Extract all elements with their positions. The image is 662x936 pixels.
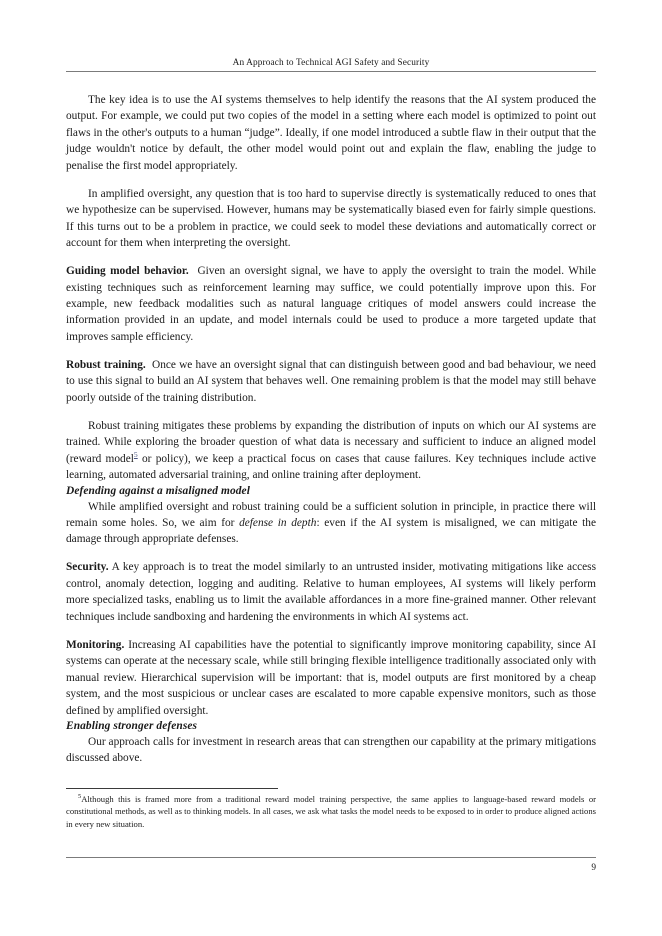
footnote-item-5 bbox=[66, 793, 596, 830]
paragraph-security bbox=[66, 559, 596, 625]
paragraph-guiding-model-behavior bbox=[66, 263, 596, 345]
section-heading-enabling-stronger-defenses: Enabling stronger defenses bbox=[66, 719, 198, 732]
page-number: 9 bbox=[591, 863, 596, 873]
paragraph-text: The key idea is to use the AI systems themselves to help identify the reasons that the AI system produced the output. For example, we could put two copies of the model in a setting where each model is optimized to point out flaws in the other's outputs to a human “judge”. Ideally, if one model introduced a subtle flaw in their output that the judge wouldn't notice by default, the other model would point out and explain the flaw, enabling the judge to penalise the first model appropriately. bbox=[66, 94, 596, 172]
paragraph-monitoring bbox=[66, 637, 596, 719]
footnote-text: Although this is framed more from a traditional reward model training perspective, the same applies to language-based reward models or constitutional methods, as well as to thinking models. In all cases, we ask what tasks the model needs to be exposed to in order to produce aligned actions in every new situation. bbox=[66, 794, 596, 829]
paragraph-lead-in: Robust training. bbox=[66, 358, 146, 371]
footnote-section bbox=[66, 788, 596, 830]
emphasis-defense-in-depth: defense in depth bbox=[239, 516, 317, 529]
paragraph-amplified-oversight bbox=[66, 186, 596, 252]
paragraph-text: Increasing AI capabilities have the potential to significantly improve monitoring capability, since AI systems can operate at the necessary scale, while still bringing flexible intelligence traditionally associated only with manual review. Hierarchical supervision will be important: that is, model outputs are first monitored by a cheap system, and the most suspicious or unclear cases are escalated to more capable expensive monitors, such as those defined by amplified oversight. bbox=[66, 638, 596, 717]
paragraph-text: Our approach calls for investment in research areas that can strengthen our capability at the primary mitigations discussed above. bbox=[66, 735, 596, 765]
paragraph-lead-in: Security. bbox=[66, 561, 109, 574]
paragraph-text-before-footnote: Robust training mitigates these problems by expanding the distribution of inputs on which our AI systems are trained. While exploring the broader question of what data is necessary and sufficient to induce an aligned model (reward model bbox=[66, 419, 596, 465]
paragraph-text: In amplified oversight, any question that is too hard to supervise directly is systematically reduced to ones that we hypothesize can be supervised. However, humans may be systematically biased even for fairly simple questions. If this turns out to be a problem in practice, we could seek to model these deviations and automatically correct or account for them when interpreting the oversight. bbox=[66, 187, 596, 250]
paragraph-lead-in: Monitoring. bbox=[66, 638, 125, 651]
paragraph-lead-in: Guiding model behavior. bbox=[66, 265, 189, 278]
paragraph-key-idea bbox=[66, 92, 596, 174]
paragraph-text: Given an oversight signal, we have to apply the oversight to train the model. While existing techniques such as reinforcement learning may suffice, we could potentially improve upon this. For example, new feedback modalities such as natural language critiques of model answers could increase the information provided in an update, and model internals could be used to produce a more targeted update that improves sample efficiency. bbox=[66, 265, 597, 343]
document-page bbox=[66, 0, 596, 936]
footnote-number: 5 bbox=[78, 793, 82, 801]
running-header bbox=[66, 58, 596, 72]
section-heading-defending-against-a-misaligned-model: Defending against a misaligned model bbox=[66, 484, 250, 497]
paragraph-robust-training-mitigates bbox=[66, 418, 596, 484]
page-footer bbox=[66, 857, 596, 873]
paragraph-text-after-footnote: or policy), we keep a practical focus on cases that cause failures. Key techniques include active learning, automated adversarial training, and online training after deployment. bbox=[66, 452, 596, 482]
header-rule bbox=[66, 71, 596, 72]
footnote-separator-rule bbox=[66, 788, 278, 789]
paragraph-text: A key approach is to treat the model similarly to an untrusted insider, motivating mitigations like access control, anomaly detection, logging and auditing. Relative to human employees, AI systems will likely perform more specialized tasks, enabling us to limit the available affordances in a more fine-grained manner. Other relevant techniques include sandboxing and hardening the environments in which AI systems act. bbox=[66, 561, 596, 623]
paragraph-defense-in-depth bbox=[66, 499, 596, 548]
paragraph-text-after-italic: : even if the AI system is misaligned, we can mitigate the damage through appropriate defenses. bbox=[66, 516, 597, 546]
paragraph-text-before-italic: While amplified oversight and robust training could be a sufficient solution in principle, in practice there will remain some holes. So, we aim for bbox=[66, 500, 596, 529]
footnote-reference-5[interactable]: 5 bbox=[133, 449, 138, 459]
paragraph-text: Once we have an oversight signal that can distinguish between good and bad behaviour, we need to use this signal to build an AI system that behaves well. One remaining problem is that the model may still behave poorly outside of the training distribution. bbox=[66, 358, 596, 404]
paragraph-robust-training bbox=[66, 357, 596, 406]
body-content bbox=[66, 92, 596, 767]
header-title: An Approach to Technical AGI Safety and Security bbox=[232, 58, 430, 68]
paragraph-investment-research-areas bbox=[66, 734, 596, 767]
